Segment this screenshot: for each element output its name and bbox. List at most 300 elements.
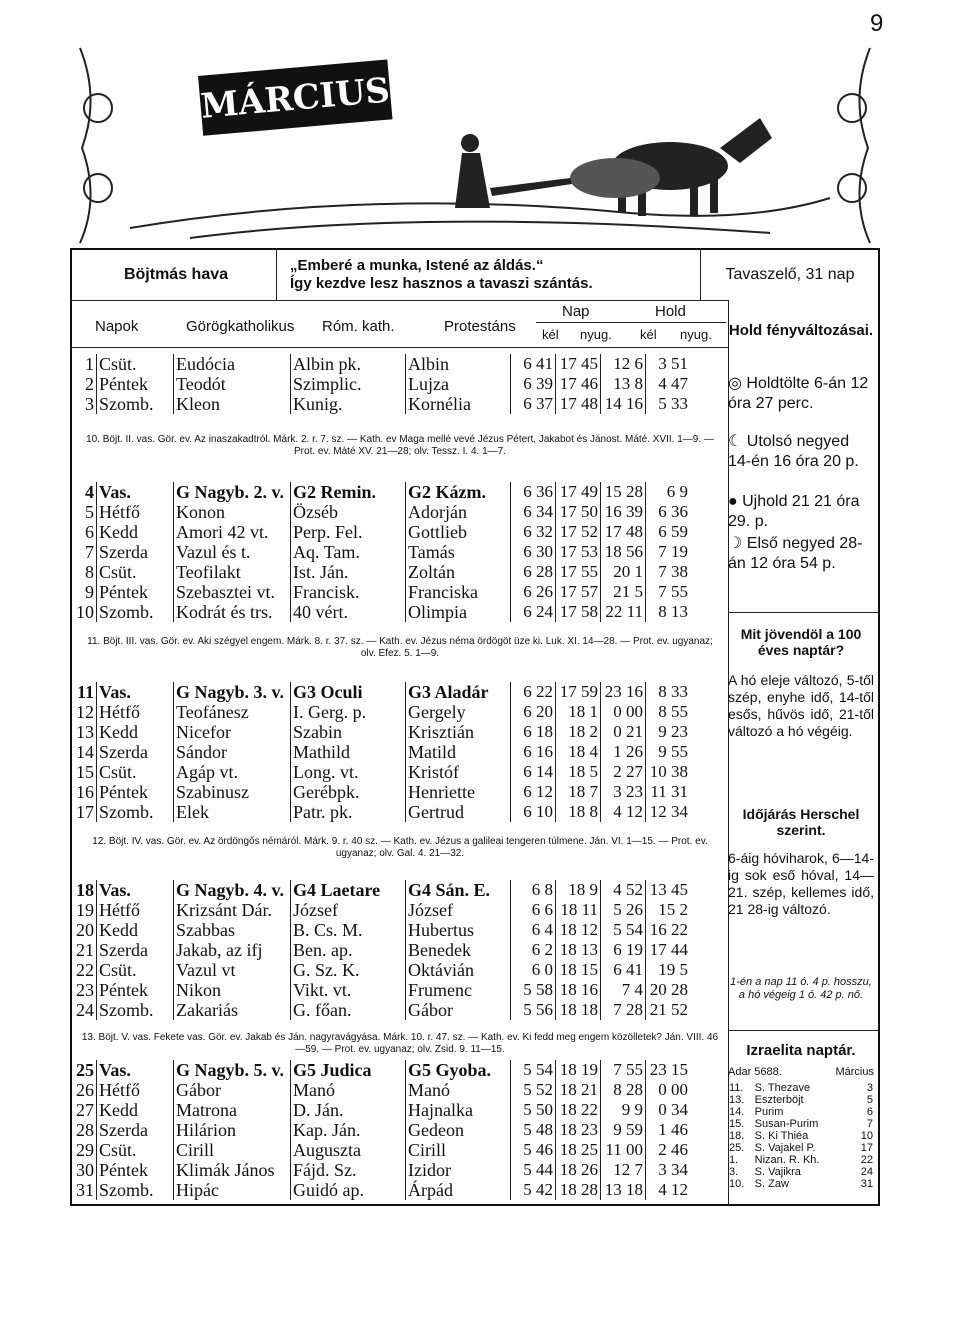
gospel-note-11: 11. Böjt. III. vas. Gör. ev. Aki szégyel engem. Márk. 8. r. 37. sz. — Kath. ev. Jézus néma ördögöt üze ki. Luk. XI. 14—28. — Prot. ev. ugyanaz; olv. Efez. 5. 1—9. — [87, 636, 713, 659]
jewish-event: Purim — [754, 1106, 784, 1118]
day-name: Kedd — [97, 920, 174, 940]
roman-catholic-saint: 40 vért. — [291, 602, 406, 622]
day-row — [72, 880, 690, 900]
roman-catholic-saint: Patr. pk. — [291, 802, 406, 822]
protestant-name: Kristóf — [406, 762, 511, 782]
day-name: Szomb. — [97, 802, 174, 822]
day-number: 18 — [72, 880, 97, 900]
jewish-calendar-row — [728, 1178, 874, 1190]
protestant-name: G4 Sán. E. — [406, 880, 511, 900]
roman-catholic-saint: Perp. Fel. — [291, 522, 406, 542]
protestant-name: Gergely — [406, 702, 511, 722]
moonset: 20 28 — [649, 980, 688, 999]
moonrise: 0 00 — [601, 702, 646, 722]
protestant-name: József — [406, 900, 511, 920]
greek-catholic-saint: Nikon — [174, 980, 291, 1000]
sunrise: 6 6 — [511, 900, 556, 920]
moonset: 4 47 — [658, 374, 688, 393]
day-number: 29 — [72, 1140, 97, 1160]
sunset: 17 48 — [556, 394, 601, 414]
jewish-calendar-row — [728, 1118, 874, 1130]
col-hold-nyug: nyug. — [680, 327, 712, 342]
motto-line-2: Így kezdve lesz hasznos a tavaszi szántás. — [290, 275, 593, 292]
moonrise: 2 27 — [601, 762, 646, 782]
jewish-date: 25. — [729, 1142, 745, 1154]
moonset: 23 15 — [649, 1060, 688, 1079]
protestant-name: Frumenc — [406, 980, 511, 1000]
sunrise: 6 16 — [511, 742, 556, 762]
day-name: Péntek — [97, 1160, 174, 1180]
protestant-name: Albin — [406, 354, 511, 374]
moonset: 13 45 — [649, 880, 688, 899]
sunset: 18 12 — [556, 920, 601, 940]
moonset: 15 2 — [658, 900, 688, 919]
jewish-calendar-row — [728, 1154, 874, 1166]
sunrise: 6 8 — [511, 880, 556, 900]
sunrise: 6 36 — [511, 482, 556, 502]
roman-catholic-saint: Ben. ap. — [291, 940, 406, 960]
moon-last-quarter — [728, 432, 874, 472]
day-number: 30 — [72, 1160, 97, 1180]
last-quarter-icon: ☾ — [728, 433, 747, 450]
moon-last-text: Utolsó negyed 14-én 16 óra 20 p. — [728, 433, 859, 470]
sunrise: 6 2 — [511, 940, 556, 960]
adar-label: Adar 5688. — [728, 1066, 782, 1078]
roman-catholic-saint: Mathild — [291, 742, 406, 762]
moonset: 6 36 — [658, 502, 688, 521]
herschel-text: 6-áig hóviharok, 6—14-ig sok eső hóval, 14—21. szép, kellemes idő, 21 28-ig változó. — [728, 850, 874, 917]
day-number: 11 — [72, 682, 97, 702]
week-5-table — [72, 1060, 690, 1200]
moonset: 8 33 — [658, 682, 688, 701]
sunset: 18 1 — [556, 702, 601, 722]
forecast-title: Mit jövendöl a 100 éves naptár? — [740, 626, 862, 658]
day-number: 23 — [72, 980, 97, 1000]
moonrise: 9 59 — [601, 1120, 646, 1140]
moon-full-text: Holdtölte 6-án 12 óra 27 perc. — [728, 375, 869, 412]
moonrise: 0 21 — [601, 722, 646, 742]
day-row — [72, 1180, 690, 1200]
roman-catholic-saint: Long. vt. — [291, 762, 406, 782]
day-name: Szerda — [97, 742, 174, 762]
protestant-name: Tamás — [406, 542, 511, 562]
jewish-event: Eszterböjt — [754, 1094, 804, 1106]
jewish-event: Nizan. R. Kh. — [754, 1154, 820, 1166]
day-name: Hétfő — [97, 702, 174, 722]
sunrise: 6 41 — [511, 354, 556, 374]
day-name: Szomb. — [97, 394, 174, 414]
sunrise: 6 24 — [511, 602, 556, 622]
moon-new — [728, 492, 874, 532]
page-number: 9 — [870, 10, 884, 37]
col-gorog: Görögkatholikus — [186, 318, 295, 335]
day-row — [72, 742, 690, 762]
col-nap-kel: kél — [542, 327, 559, 342]
jewish-date: 10. — [729, 1178, 745, 1190]
protestant-name: Zoltán — [406, 562, 511, 582]
moonrise: 5 26 — [601, 900, 646, 920]
moonrise: 5 54 — [601, 920, 646, 940]
sunrise: 6 28 — [511, 562, 556, 582]
day-name: Vas. — [97, 1060, 174, 1080]
moonrise: 7 28 — [601, 1000, 646, 1020]
day-number: 27 — [72, 1100, 97, 1120]
moonset: 7 55 — [658, 582, 688, 601]
col-napok: Napok — [95, 318, 139, 335]
sunset: 18 9 — [556, 880, 601, 900]
moonset: 17 44 — [649, 940, 688, 959]
protestant-name: Kornélia — [406, 394, 511, 414]
sunrise: 6 20 — [511, 702, 556, 722]
moon-first-text: Első negyed 28-án 12 óra 54 p. — [728, 535, 863, 572]
roman-catholic-saint: G5 Judica — [291, 1060, 406, 1080]
roman-catholic-saint: G3 Oculi — [291, 682, 406, 702]
sunset: 18 7 — [556, 782, 601, 802]
motto-line-1: „Emberé a munka, Istené az áldás.“ — [290, 257, 544, 274]
sunrise: 6 14 — [511, 762, 556, 782]
day-row — [72, 602, 690, 622]
moonrise: 13 8 — [601, 374, 646, 394]
greek-catholic-saint: Hilárion — [174, 1120, 291, 1140]
sunrise: 6 4 — [511, 920, 556, 940]
col-rom: Róm. kath. — [322, 318, 395, 335]
sunset: 17 57 — [556, 582, 601, 602]
day-row — [72, 1120, 690, 1140]
moonrise: 8 28 — [601, 1080, 646, 1100]
moonset: 16 22 — [649, 920, 688, 939]
day-number: 15 — [72, 762, 97, 782]
herschel-title: Időjárás Herschel szerint. — [742, 806, 860, 838]
moonrise: 1 26 — [601, 742, 646, 762]
day-number: 14 — [72, 742, 97, 762]
moonrise: 21 5 — [601, 582, 646, 602]
protestant-name: Henriette — [406, 782, 511, 802]
sunrise: 5 46 — [511, 1140, 556, 1160]
sunset: 18 23 — [556, 1120, 601, 1140]
day-row — [72, 762, 690, 782]
day-name: Kedd — [97, 1100, 174, 1120]
march-date: 3 — [866, 1082, 873, 1094]
sunset: 18 4 — [556, 742, 601, 762]
day-number: 7 — [72, 542, 97, 562]
greek-catholic-saint: G Nagyb. 2. v. — [174, 482, 291, 502]
protestant-name: Hubertus — [406, 920, 511, 940]
moonset: 7 38 — [658, 562, 688, 581]
full-moon-icon: ◎ — [728, 375, 747, 392]
greek-catholic-saint: Kodrát és trs. — [174, 602, 291, 622]
day-row — [72, 722, 690, 742]
roman-catholic-saint: Kunig. — [291, 394, 406, 414]
day-name: Szerda — [97, 1120, 174, 1140]
moon-new-text: Ujhold 21 21 óra 29. p. — [728, 493, 860, 530]
day-number: 10 — [72, 602, 97, 622]
protestant-name: Adorján — [406, 502, 511, 522]
day-number: 6 — [72, 522, 97, 542]
gospel-note-10: 10. Böjt. II. vas. Gör. ev. Az inaszakadtról. Márk. 2. r. 7. sz. — Kath. ev Maga mellé vevé Jézus Pétert, Jakabot és Jánost. Máté. XVII. 1—9. — Prot. ev. Máté XV. 21—28; olv. Tessz. I. 4. 1—7. — [86, 434, 714, 457]
roman-catholic-saint: Ist. Ján. — [291, 562, 406, 582]
day-row — [72, 920, 690, 940]
jewish-date: 14. — [729, 1106, 745, 1118]
roman-catholic-saint: G2 Remin. — [291, 482, 406, 502]
day-row — [72, 502, 690, 522]
week-2-table — [72, 482, 690, 622]
day-number: 24 — [72, 1000, 97, 1020]
sunrise: 6 32 — [511, 522, 556, 542]
day-number: 19 — [72, 900, 97, 920]
moonset: 0 00 — [658, 1080, 688, 1099]
day-row — [72, 802, 690, 822]
day-row — [72, 960, 690, 980]
sunrise: 6 39 — [511, 374, 556, 394]
banner-text: MÁRCIUS — [199, 70, 392, 127]
day-row — [72, 562, 690, 582]
moonrise: 9 9 — [601, 1100, 646, 1120]
jewish-calendar-table — [728, 1082, 874, 1190]
day-row — [72, 1100, 690, 1120]
roman-catholic-saint: Albin pk. — [291, 354, 406, 374]
protestant-name: G3 Aladár — [406, 682, 511, 702]
day-number: 21 — [72, 940, 97, 960]
moonrise: 4 52 — [601, 880, 646, 900]
jewish-calendar-title: Izraelita naptár. — [746, 1042, 856, 1059]
greek-catholic-saint: Konon — [174, 502, 291, 522]
sunrise: 6 12 — [511, 782, 556, 802]
greek-catholic-saint: Amori 42 vt. — [174, 522, 291, 542]
month-old-name: Böjtmás hava — [123, 266, 229, 283]
moonrise: 11 00 — [601, 1140, 646, 1160]
day-number: 31 — [72, 1180, 97, 1200]
greek-catholic-saint: G Nagyb. 5. v. — [174, 1060, 291, 1080]
roman-catholic-saint: Augusztа — [291, 1140, 406, 1160]
moonrise: 7 4 — [601, 980, 646, 1000]
day-number: 1 — [72, 354, 97, 374]
march-date: 24 — [860, 1166, 873, 1178]
day-name: Szerda — [97, 542, 174, 562]
day-name: Hétfő — [97, 1080, 174, 1100]
greek-catholic-saint: Hipác — [174, 1180, 291, 1200]
roman-catholic-saint: G. főan. — [291, 1000, 406, 1020]
moonset: 5 33 — [658, 394, 688, 413]
sunset: 18 18 — [556, 1000, 601, 1020]
jewish-event: S. Zaw — [754, 1178, 789, 1190]
day-number: 4 — [72, 482, 97, 502]
roman-catholic-saint: G4 Laetare — [291, 880, 406, 900]
moon-full — [728, 374, 874, 414]
forecast-text: A hó eleje változó, 5-től szép, enyhe idő, 14-től esős, hűvös idő, 21-től változó a hó végéig. — [728, 672, 874, 739]
protestant-name: Olimpia — [406, 602, 511, 622]
protestant-name: Manó — [406, 1080, 511, 1100]
moonset: 3 51 — [658, 354, 688, 373]
jewish-calendar-row — [728, 1142, 874, 1154]
sunrise: 6 37 — [511, 394, 556, 414]
sunset: 18 25 — [556, 1140, 601, 1160]
new-moon-icon: ● — [728, 493, 743, 510]
day-row — [72, 1160, 690, 1180]
day-row — [72, 702, 690, 722]
moonset: 19 5 — [658, 960, 688, 979]
day-row — [72, 354, 690, 374]
moonset: 7 19 — [658, 542, 688, 561]
sunset: 17 52 — [556, 522, 601, 542]
day-name: Vas. — [97, 482, 174, 502]
moonset: 2 46 — [658, 1140, 688, 1159]
march-date: 17 — [860, 1142, 873, 1154]
march-date: 10 — [860, 1130, 873, 1142]
month-season-name: Tavaszelő, 31 nap — [725, 266, 855, 283]
moonset: 8 13 — [658, 602, 688, 621]
roman-catholic-saint: I. Gerg. p. — [291, 702, 406, 722]
greek-catholic-saint: Sándor — [174, 742, 291, 762]
day-number: 12 — [72, 702, 97, 722]
greek-catholic-saint: Eudócia — [174, 354, 291, 374]
sunrise: 6 18 — [511, 722, 556, 742]
sunset: 17 53 — [556, 542, 601, 562]
day-name: Csüt. — [97, 354, 174, 374]
sunset: 18 2 — [556, 722, 601, 742]
day-row — [72, 1000, 690, 1020]
greek-catholic-saint: Vazul és t. — [174, 542, 291, 562]
jewish-date: 11. — [729, 1082, 744, 1094]
protestant-name: Lujza — [406, 374, 511, 394]
sunrise: 5 50 — [511, 1100, 556, 1120]
protestant-name: Oktávián — [406, 960, 511, 980]
roman-catholic-saint: Guidó ap. — [291, 1180, 406, 1200]
march-date: 31 — [860, 1178, 873, 1190]
protestant-name: Hajnalka — [406, 1100, 511, 1120]
day-number: 5 — [72, 502, 97, 522]
moonrise: 13 18 — [601, 1180, 646, 1200]
day-name: Péntek — [97, 980, 174, 1000]
day-row — [72, 582, 690, 602]
day-name: Szomb. — [97, 1000, 174, 1020]
moonset: 9 55 — [658, 742, 688, 761]
march-label: Március — [835, 1066, 874, 1078]
greek-catholic-saint: Gábor — [174, 1080, 291, 1100]
day-number: 28 — [72, 1120, 97, 1140]
day-number: 25 — [72, 1060, 97, 1080]
jewish-event: Susan-Purim — [754, 1118, 819, 1130]
greek-catholic-saint: Cirill — [174, 1140, 291, 1160]
sunset: 17 50 — [556, 502, 601, 522]
roman-catholic-saint: Özséb — [291, 502, 406, 522]
jewish-date: 3. — [729, 1166, 739, 1178]
day-name: Péntek — [97, 582, 174, 602]
day-name: Péntek — [97, 374, 174, 394]
sunrise: 6 0 — [511, 960, 556, 980]
sunset: 17 45 — [556, 354, 601, 374]
roman-catholic-saint: B. Cs. M. — [291, 920, 406, 940]
greek-catholic-saint: Matrona — [174, 1100, 291, 1120]
moonset: 3 34 — [658, 1160, 688, 1179]
moonset: 12 34 — [649, 802, 688, 821]
col-nap: Nap — [562, 303, 590, 320]
roman-catholic-saint: Fájd. Sz. — [291, 1160, 406, 1180]
moonrise: 23 16 — [601, 682, 646, 702]
protestant-name: Krisztián — [406, 722, 511, 742]
greek-catholic-saint: Jakab, az ifj — [174, 940, 291, 960]
roman-catholic-saint: Gerébpk. — [291, 782, 406, 802]
jewish-calendar-header — [728, 1066, 874, 1078]
sunset: 18 15 — [556, 960, 601, 980]
jewish-event: S. Vajakel P. — [754, 1142, 816, 1154]
moonset: 10 38 — [649, 762, 688, 781]
sunset: 18 21 — [556, 1080, 601, 1100]
jewish-calendar-row — [728, 1082, 874, 1094]
protestant-name: Gertrud — [406, 802, 511, 822]
moonset: 9 23 — [658, 722, 688, 741]
moonrise: 14 16 — [601, 394, 646, 414]
motto — [290, 257, 680, 293]
day-number: 9 — [72, 582, 97, 602]
moonset: 0 34 — [658, 1100, 688, 1119]
roman-catholic-saint: Szimplic. — [291, 374, 406, 394]
day-row — [72, 522, 690, 542]
roman-catholic-saint: Vikt. vt. — [291, 980, 406, 1000]
gospel-note-12: 12. Böjt. IV. vas. Gör. ev. Az ördöngős némáról. Márk. 9. r. 40 sz. — Kath. ev. Jézus a galileai tengeren túlmenе. Ján. VI. 1—15. — Prot. ev. ugyanaz; olv. Gal. 4. 21—32. — [92, 836, 708, 859]
roman-catholic-saint: Aq. Tam. — [291, 542, 406, 562]
sunrise: 5 48 — [511, 1120, 556, 1140]
first-quarter-icon: ☽ — [728, 535, 747, 552]
week-4-table — [72, 880, 690, 1020]
greek-catholic-saint: Teodót — [174, 374, 291, 394]
moonset: 6 9 — [666, 482, 688, 501]
sunrise: 5 52 — [511, 1080, 556, 1100]
moonset: 11 31 — [650, 782, 688, 801]
sunrise: 5 56 — [511, 1000, 556, 1020]
day-number: 17 — [72, 802, 97, 822]
day-name: Hétfő — [97, 900, 174, 920]
day-name: Csüt. — [97, 960, 174, 980]
greek-catholic-saint: Elek — [174, 802, 291, 822]
moonset: 6 59 — [658, 522, 688, 541]
sunset: 17 49 — [556, 482, 601, 502]
moonrise: 6 41 — [601, 960, 646, 980]
protestant-name: Cirill — [406, 1140, 511, 1160]
greek-catholic-saint: Szabbas — [174, 920, 291, 940]
jewish-event: S. Ki Thiéa — [754, 1130, 809, 1142]
moon-first-quarter — [728, 534, 874, 574]
day-name: Csüt. — [97, 1140, 174, 1160]
day-row — [72, 1140, 690, 1160]
moonrise: 18 56 — [601, 542, 646, 562]
sunset: 18 28 — [556, 1180, 601, 1200]
greek-catholic-saint: Kleon — [174, 394, 291, 414]
day-number: 20 — [72, 920, 97, 940]
sunset: 18 8 — [556, 802, 601, 822]
march-illustration — [70, 38, 880, 250]
greek-catholic-saint: Szebasztei vt. — [174, 582, 291, 602]
day-number: 26 — [72, 1080, 97, 1100]
sunrise: 6 30 — [511, 542, 556, 562]
roman-catholic-saint: Szabin — [291, 722, 406, 742]
march-date: 6 — [866, 1106, 873, 1118]
moonset: 21 52 — [649, 1000, 688, 1019]
moonrise: 12 7 — [601, 1160, 646, 1180]
day-name: Kedd — [97, 522, 174, 542]
day-name: Vas. — [97, 880, 174, 900]
moonrise: 12 6 — [601, 354, 646, 374]
jewish-date: 15. — [729, 1118, 745, 1130]
protestant-name: Gábor — [406, 1000, 511, 1020]
protestant-name: Gottlieb — [406, 522, 511, 542]
roman-catholic-saint: G. Sz. K. — [291, 960, 406, 980]
sunrise: 6 34 — [511, 502, 556, 522]
day-name: Péntek — [97, 782, 174, 802]
moonrise: 3 23 — [601, 782, 646, 802]
day-row — [72, 980, 690, 1000]
jewish-calendar-row — [728, 1106, 874, 1118]
day-number: 3 — [72, 394, 97, 414]
